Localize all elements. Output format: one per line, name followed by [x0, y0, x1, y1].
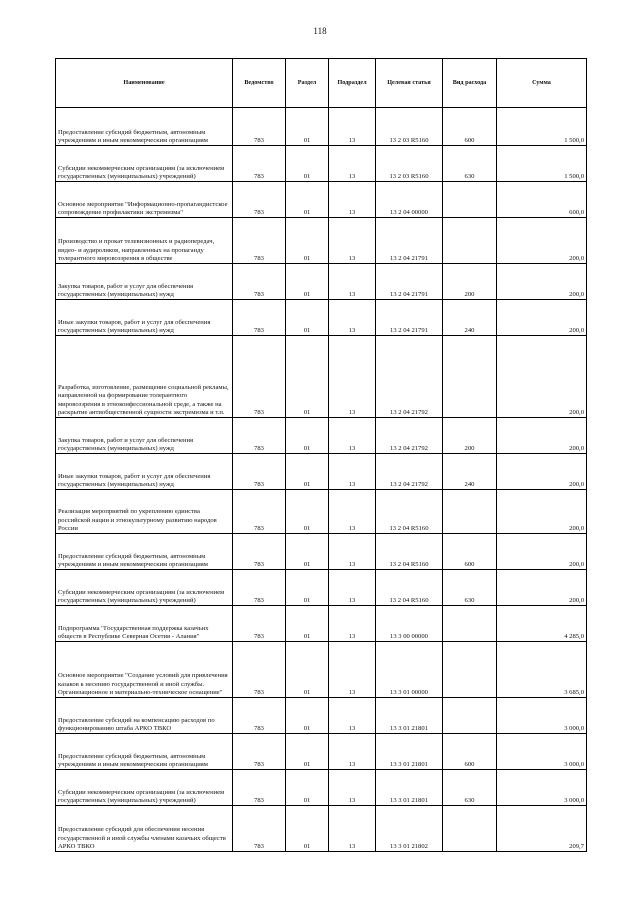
- cell-subsection: 13: [329, 698, 376, 734]
- cell-name: Субсидии некоммерческим организациям (за исключением государственных (муниципальных) учреждений): [56, 146, 233, 182]
- cell-subsection: 13: [329, 218, 376, 264]
- table-row: [56, 218, 587, 264]
- cell-section: 01: [286, 570, 329, 606]
- cell-exp-type: 240: [443, 300, 497, 336]
- header-exp-type: Вид расхода: [443, 59, 497, 108]
- cell-exp-type: 630: [443, 146, 497, 182]
- cell-name: Предоставление субсидий бюджетным, автономным учреждениям и иным некоммерческим организациям: [56, 734, 233, 770]
- cell-subsection: 13: [329, 534, 376, 570]
- cell-section: 01: [286, 606, 329, 642]
- cell-target: 13 3 01 21801: [376, 734, 443, 770]
- cell-sum: 1 500,0: [497, 146, 587, 182]
- cell-subsection: 13: [329, 418, 376, 454]
- cell-sum: 200,0: [497, 534, 587, 570]
- cell-name: Субсидии некоммерческим организациям (за исключением государственных (муниципальных) учреждений): [56, 770, 233, 806]
- cell-dept: 783: [233, 108, 286, 146]
- cell-name: Закупка товаров, работ и услуг для обеспечения государственных (муниципальных) нужд: [56, 264, 233, 300]
- cell-sum: 4 285,0: [497, 606, 587, 642]
- cell-target: 13 2 04 21792: [376, 454, 443, 490]
- table-row: [56, 570, 587, 606]
- table-row: [56, 454, 587, 490]
- cell-dept: 783: [233, 534, 286, 570]
- cell-exp-type: [443, 698, 497, 734]
- cell-target: 13 2 04 R5160: [376, 490, 443, 534]
- header-target: Целевая статья: [376, 59, 443, 108]
- cell-section: 01: [286, 300, 329, 336]
- cell-name: Производство и прокат телевизионных и радиопередач, видео- и аудироликов, направленных на пропаганду толерантного мировоззрения в обществе: [56, 218, 233, 264]
- cell-subsection: 13: [329, 300, 376, 336]
- cell-sum: 3 000,0: [497, 698, 587, 734]
- cell-name: Предоставление субсидий бюджетным, автономным учреждениям и иным некоммерческим организациям: [56, 534, 233, 570]
- table-row: [56, 264, 587, 300]
- cell-exp-type: [443, 642, 497, 698]
- cell-dept: 783: [233, 300, 286, 336]
- cell-exp-type: [443, 182, 497, 218]
- table-row: [56, 642, 587, 698]
- cell-target: 13 3 01 21801: [376, 770, 443, 806]
- cell-section: 01: [286, 770, 329, 806]
- cell-target: 13 3 00 00000: [376, 606, 443, 642]
- cell-target: 13 2 04 00000: [376, 182, 443, 218]
- cell-sum: 600,0: [497, 182, 587, 218]
- cell-name: Разработка, изготовление, размещение социальной рекламы, направленной на формирование толерантного мировоззрения в этноконфессиональной среде, а также на раскрытие антиобщественной сущности экстремизма и т.п.: [56, 336, 233, 418]
- table-row: [56, 606, 587, 642]
- cell-subsection: 13: [329, 108, 376, 146]
- cell-exp-type: 600: [443, 534, 497, 570]
- header-subsection: Подраздел: [329, 59, 376, 108]
- cell-subsection: 13: [329, 734, 376, 770]
- header-sum: Сумма: [497, 59, 587, 108]
- cell-exp-type: 630: [443, 770, 497, 806]
- cell-section: 01: [286, 336, 329, 418]
- cell-section: 01: [286, 454, 329, 490]
- cell-name: Подпрограмма "Государственная поддержка казачьих обществ в Республике Северная Осетия - Алания": [56, 606, 233, 642]
- cell-target: 13 3 01 00000: [376, 642, 443, 698]
- table-row: [56, 734, 587, 770]
- table-row: [56, 534, 587, 570]
- cell-sum: 200,0: [497, 418, 587, 454]
- table-row: [56, 108, 587, 146]
- cell-section: 01: [286, 146, 329, 182]
- cell-subsection: 13: [329, 454, 376, 490]
- cell-sum: 3 685,0: [497, 642, 587, 698]
- cell-section: 01: [286, 698, 329, 734]
- cell-target: 13 2 04 21792: [376, 336, 443, 418]
- cell-section: 01: [286, 534, 329, 570]
- cell-section: 01: [286, 418, 329, 454]
- cell-sum: 200,0: [497, 490, 587, 534]
- cell-section: 01: [286, 182, 329, 218]
- cell-exp-type: 240: [443, 454, 497, 490]
- table-row: [56, 182, 587, 218]
- cell-dept: 783: [233, 770, 286, 806]
- cell-dept: 783: [233, 454, 286, 490]
- cell-name: Иные закупки товаров, работ и услуг для обеспечения государственных (муниципальных) нужд: [56, 300, 233, 336]
- cell-section: 01: [286, 642, 329, 698]
- cell-name: Субсидии некоммерческим организациям (за исключением государственных (муниципальных) учреждений): [56, 570, 233, 606]
- budget-table: [55, 58, 587, 852]
- cell-dept: 783: [233, 570, 286, 606]
- table-header-row: [56, 59, 587, 108]
- cell-target: 13 2 04 R5160: [376, 534, 443, 570]
- table-row: [56, 770, 587, 806]
- cell-dept: 783: [233, 490, 286, 534]
- cell-name: Основное мероприятие "Создание условий для привлечения казаков к несению государственной и иной службы. Организационное и материально-техническое оснащение": [56, 642, 233, 698]
- cell-subsection: 13: [329, 642, 376, 698]
- cell-sum: 209,7: [497, 806, 587, 852]
- cell-sum: 3 000,0: [497, 770, 587, 806]
- table-row: [56, 300, 587, 336]
- cell-name: Реализация мероприятий по укреплению единства российской нации и этнокультурному развитию народов России: [56, 490, 233, 534]
- cell-name: Предоставление субсидий для обеспечения несения государственной и иной службы членами казачьих обществ АРКО ТВКО: [56, 806, 233, 852]
- cell-target: 13 3 01 21801: [376, 698, 443, 734]
- cell-name: Иные закупки товаров, работ и услуг для обеспечения государственных (муниципальных) нужд: [56, 454, 233, 490]
- cell-dept: 783: [233, 642, 286, 698]
- cell-section: 01: [286, 734, 329, 770]
- table-row: [56, 490, 587, 534]
- cell-subsection: 13: [329, 806, 376, 852]
- cell-dept: 783: [233, 146, 286, 182]
- cell-section: 01: [286, 806, 329, 852]
- cell-subsection: 13: [329, 606, 376, 642]
- cell-target: 13 2 03 R5160: [376, 146, 443, 182]
- cell-target: 13 3 01 21802: [376, 806, 443, 852]
- header-name: Наименование: [56, 59, 233, 108]
- cell-section: 01: [286, 264, 329, 300]
- cell-sum: 200,0: [497, 218, 587, 264]
- table-row: [56, 418, 587, 454]
- cell-exp-type: 600: [443, 734, 497, 770]
- cell-subsection: 13: [329, 182, 376, 218]
- cell-exp-type: [443, 606, 497, 642]
- table-row: [56, 806, 587, 852]
- cell-name: Предоставление субсидий бюджетным, автономным учреждениям и иным некоммерческим организациям: [56, 108, 233, 146]
- cell-dept: 783: [233, 418, 286, 454]
- cell-subsection: 13: [329, 264, 376, 300]
- cell-dept: 783: [233, 182, 286, 218]
- cell-dept: 783: [233, 698, 286, 734]
- cell-name: Предоставление субсидий на компенсацию расходов по функционированию штаба АРКО ТВКО: [56, 698, 233, 734]
- cell-exp-type: [443, 490, 497, 534]
- cell-dept: 783: [233, 264, 286, 300]
- cell-name: Основное мероприятие "Информационно-пропагандистское сопровождение профилактики экстремизма": [56, 182, 233, 218]
- cell-target: 13 2 04 R5160: [376, 570, 443, 606]
- cell-dept: 783: [233, 606, 286, 642]
- cell-name: Закупка товаров, работ и услуг для обеспечения государственных (муниципальных) нужд: [56, 418, 233, 454]
- cell-exp-type: [443, 806, 497, 852]
- cell-section: 01: [286, 218, 329, 264]
- header-dept: Ведомство: [233, 59, 286, 108]
- cell-target: 13 2 04 21791: [376, 264, 443, 300]
- cell-subsection: 13: [329, 490, 376, 534]
- cell-sum: 3 000,0: [497, 734, 587, 770]
- cell-exp-type: [443, 218, 497, 264]
- cell-sum: 200,0: [497, 300, 587, 336]
- cell-target: 13 2 03 R5160: [376, 108, 443, 146]
- cell-dept: 783: [233, 806, 286, 852]
- cell-exp-type: 200: [443, 418, 497, 454]
- table-row: [56, 146, 587, 182]
- cell-sum: 200,0: [497, 264, 587, 300]
- cell-target: 13 2 04 21791: [376, 218, 443, 264]
- cell-subsection: 13: [329, 770, 376, 806]
- cell-exp-type: 630: [443, 570, 497, 606]
- cell-exp-type: 600: [443, 108, 497, 146]
- cell-dept: 783: [233, 734, 286, 770]
- cell-section: 01: [286, 108, 329, 146]
- cell-dept: 783: [233, 218, 286, 264]
- cell-section: 01: [286, 490, 329, 534]
- table-row: [56, 336, 587, 418]
- cell-target: 13 2 04 21791: [376, 300, 443, 336]
- cell-sum: 200,0: [497, 570, 587, 606]
- cell-sum: 1 500,0: [497, 108, 587, 146]
- table-row: [56, 698, 587, 734]
- cell-sum: 200,0: [497, 454, 587, 490]
- cell-dept: 783: [233, 336, 286, 418]
- cell-exp-type: 200: [443, 264, 497, 300]
- page-number: 118: [313, 26, 327, 36]
- cell-subsection: 13: [329, 146, 376, 182]
- cell-exp-type: [443, 336, 497, 418]
- cell-target: 13 2 04 21792: [376, 418, 443, 454]
- cell-subsection: 13: [329, 570, 376, 606]
- cell-subsection: 13: [329, 336, 376, 418]
- cell-sum: 200,0: [497, 336, 587, 418]
- header-section: Раздел: [286, 59, 329, 108]
